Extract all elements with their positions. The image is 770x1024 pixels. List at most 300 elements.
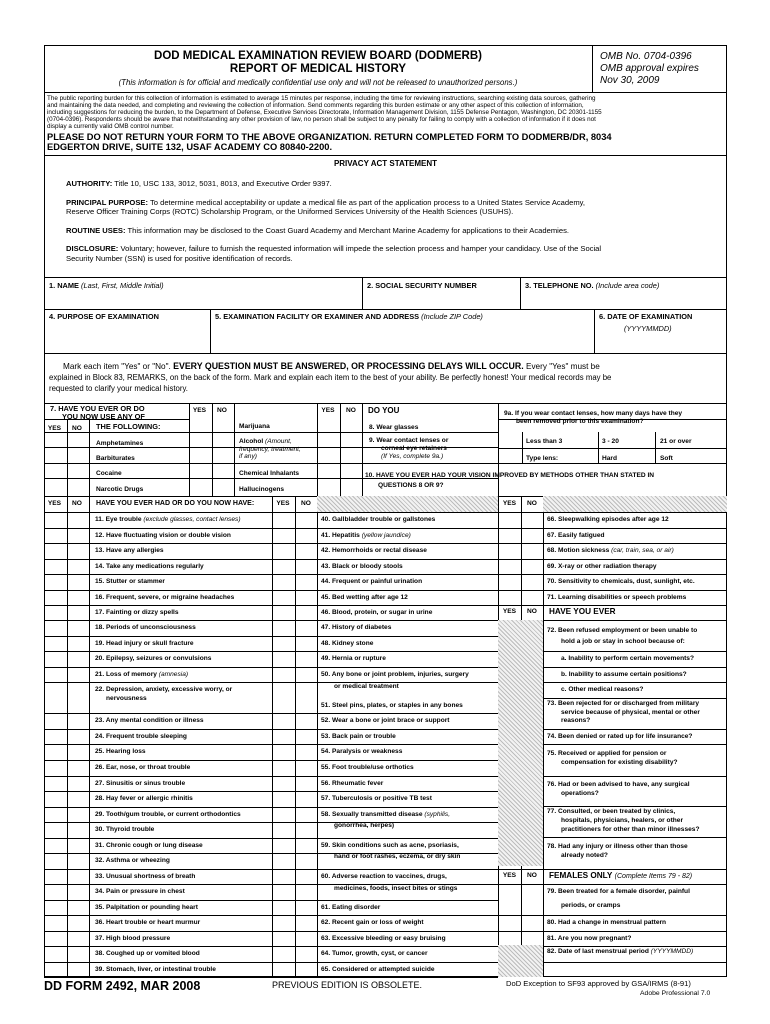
question-note: (YYYYMMDD) — [650, 948, 694, 955]
q-col1-item — [95, 935, 170, 943]
q-col1-item — [95, 578, 165, 586]
grid-line — [44, 447, 498, 448]
question-text: 70. Sensitivity to chemicals, dust, sunlight, etc. — [547, 578, 695, 585]
q-col2-item — [321, 764, 414, 772]
grid-line — [44, 713, 498, 714]
q-col1-item — [95, 888, 185, 896]
divider — [44, 353, 727, 354]
grid-line — [498, 559, 727, 560]
yes-header: YES — [192, 407, 207, 414]
q-col1-item — [95, 686, 232, 694]
question-text: periods, or cramps — [561, 902, 621, 909]
question-text: 64. Tumor, growth, cyst, or cancer — [321, 950, 428, 957]
burden-line: and maintaining the data needed, and completing and reviewing the collection of information. Send comments regarding this burden estimate or any other aspect of this collection of information, — [47, 102, 584, 109]
q-col3-item — [547, 888, 690, 896]
grid-line — [44, 900, 498, 901]
question-text: 68. Motion sickness — [547, 547, 610, 554]
burden-line: (0704-0396). Respondents should be aware that notwithstanding any other provision of law, no person shall be subject to any penalty for failing to comply with a collection of information if it does not — [47, 116, 596, 123]
disclosure-text: Security Number (SSN) is used for positive identification of records. — [66, 253, 293, 263]
grid-line — [44, 729, 498, 730]
q-col1-item — [95, 919, 200, 927]
question-text: 19. Head injury or skull fracture — [95, 640, 194, 647]
facility-field[interactable] — [210, 309, 594, 353]
q-col3-item — [547, 808, 675, 816]
purpose-text: To determine medical acceptability or update a medical file as part of the application process to a United States Service Academy, — [149, 197, 586, 207]
question-text: 12. Have fluctuating vision or double vision — [95, 532, 231, 539]
grid-line — [317, 403, 318, 496]
no-header: NO — [346, 407, 356, 414]
omb-expires: OMB approval expires — [600, 63, 699, 74]
question-text: or medical treatment — [334, 683, 399, 690]
question-text: 40. Gallbladder trouble or gallstones — [321, 516, 436, 523]
question-text: 63. Excessive bleeding or easy bruising — [321, 935, 446, 942]
privacy-title: PRIVACY ACT STATEMENT — [333, 159, 438, 168]
q-col3-item — [547, 594, 686, 602]
question-text: 14. Take any medications regularly — [95, 563, 204, 570]
q-col1-item — [95, 966, 216, 974]
q-col3-item — [561, 790, 599, 798]
authority-label: AUTHORITY: — [66, 179, 113, 188]
confidential-notice: (This information is for official and medically confidential use only and will not be released to unauthorized persons.) — [118, 78, 518, 87]
q9-line: (If Yes, complete 9a.) — [381, 453, 444, 460]
question-text: hold a job or stay in school because of: — [561, 638, 685, 645]
question-text: 23. Any mental condition or illness — [95, 717, 204, 724]
q-col2-item — [321, 873, 447, 881]
question-text: 69. X-ray or other radiation therapy — [547, 563, 657, 570]
question-text: 80. Had a change in menstrual pattern — [547, 919, 667, 926]
alcohol-hint: if any) — [239, 453, 257, 460]
exam-date-hint: (YYYYMMDD) — [624, 323, 672, 333]
q9-contact-lenses — [369, 437, 448, 461]
question-text: 22. Depression, anxiety, excessive worry, or — [95, 686, 233, 693]
q-col2-item — [334, 885, 457, 893]
grid-line — [498, 463, 727, 464]
return-line: PLEASE DO NOT RETURN YOUR FORM TO THE ABOVE ORGANIZATION. RETURN COMPLETED FORM TO DODMERB/DR, 8034 — [47, 132, 612, 142]
q-col2-item — [321, 780, 383, 788]
grid-line — [44, 574, 498, 575]
question-note: (car, train, sea, or air) — [611, 547, 674, 554]
grid-line — [67, 496, 68, 977]
q-col2-item — [321, 919, 424, 927]
question-text: 33. Unusual shortness of breath — [95, 873, 196, 880]
grid-line — [44, 620, 498, 621]
name-label: 1. NAME — [49, 281, 79, 290]
q-col2-item — [321, 811, 450, 819]
alcohol-hint: (Amount, — [265, 438, 292, 445]
question-text: 79. Been treated for a female disorder, painful — [547, 888, 690, 895]
question-note: (syphilis, — [424, 811, 451, 818]
grid-line — [522, 432, 523, 463]
grid-line — [44, 478, 498, 479]
return-line: EDGERTON DRIVE, SUITE 132, USAF ACADEMY CO 80840-2200. — [47, 142, 333, 152]
q-col1-item — [95, 609, 179, 617]
q9-line: corneal eye retainers — [381, 445, 447, 452]
burden-statement — [47, 95, 725, 130]
question-text: 46. Blood, protein, or sugar in urine — [321, 609, 433, 616]
q-col3-item — [547, 750, 666, 758]
q-col1-item — [95, 748, 146, 756]
no-header: NO — [72, 425, 82, 432]
q7-line: THE FOLLOWING: — [96, 422, 161, 431]
grid-line — [44, 667, 498, 668]
no-header: NO — [527, 500, 537, 507]
grid-line — [212, 403, 213, 496]
exam-date-label: 6. DATE OF EXAMINATION — [599, 312, 693, 321]
q9a-type-lens: Type lens: — [526, 455, 559, 462]
question-text: nervousness — [106, 695, 147, 702]
grid-line — [44, 590, 498, 591]
alcohol-label: Alcohol — [239, 438, 264, 445]
grid-line — [498, 574, 727, 575]
q-col2-item — [321, 516, 435, 524]
question-text: 50. Any bone or joint problem, injuries, surgery — [321, 671, 469, 678]
grid-line — [89, 419, 90, 496]
q-col1-item — [95, 733, 187, 741]
divider — [44, 403, 727, 404]
question-text: 43. Black or bloody stools — [321, 563, 403, 570]
grid-line — [44, 838, 498, 839]
form-title — [44, 50, 592, 76]
q-col2-item — [321, 655, 386, 663]
yes-header: YES — [321, 407, 335, 414]
question-text: 55. Foot trouble/use orthotics — [321, 764, 414, 771]
question-note: (yellow jaundice) — [361, 532, 411, 539]
q-col1-item — [95, 671, 188, 679]
q9a-hard[interactable]: Hard — [602, 455, 618, 462]
question-text: 41. Hepatitis — [321, 532, 360, 539]
grid-line — [44, 977, 498, 978]
grid-line — [44, 636, 498, 637]
question-text: 74. Been denied or rated up for life insurance? — [547, 733, 693, 740]
exam-date-field[interactable] — [594, 309, 727, 353]
grid-line — [498, 590, 727, 591]
grid-line — [44, 760, 498, 761]
q-col3-item — [561, 817, 683, 825]
question-text: 49. Hernia or rupture — [321, 655, 386, 662]
purpose-text: Reserve Officer Training Corps (ROTC) Scholarship Program, or the Uniformed Services University of the Health Sciences (USUHS). — [66, 207, 514, 216]
grid-line — [44, 419, 190, 420]
question-text: 34. Pain or pressure in chest — [95, 888, 185, 895]
routine-uses — [66, 226, 601, 236]
q-col2-item — [321, 563, 403, 571]
q-col3-item — [547, 948, 693, 956]
gsa-exception: DoD Exception to SF93 approved by GSA/IRMS (8-91) — [506, 979, 691, 988]
q-col1-item — [95, 780, 185, 788]
q-col3-item — [561, 717, 590, 725]
q-col1-item — [95, 640, 194, 648]
q-col3-item — [561, 902, 620, 910]
routine-label: ROUTINE USES: — [66, 225, 126, 235]
question-text: medicines, foods, insect bites or stings — [334, 885, 458, 892]
question-text: c. Other medical reasons? — [561, 686, 644, 693]
grid-line — [498, 605, 727, 606]
telephone-hint: (Include area code) — [595, 281, 660, 290]
question-text: 58. Sexually transmitted disease — [321, 811, 423, 818]
q10-line: QUESTIONS 8 OR 9? — [378, 482, 444, 489]
q-col2-item — [321, 795, 432, 803]
grid-line — [44, 512, 498, 513]
grid-line — [44, 931, 498, 932]
grid-line — [44, 946, 498, 947]
grid-line — [498, 915, 727, 916]
question-text: 20. Epilepsy, seizures or convulsions — [95, 655, 212, 662]
q-col2-item — [321, 748, 402, 756]
do-you-heading: DO YOU — [368, 406, 400, 415]
omb-box — [600, 51, 699, 87]
question-text: 81. Are you now pregnant? — [547, 935, 632, 942]
q10-vision — [365, 471, 654, 491]
q-col2-item — [321, 640, 373, 648]
q-col1-item — [95, 795, 193, 803]
q-col2-item — [334, 822, 394, 830]
q-col1-item — [95, 624, 196, 632]
q-col3-item — [547, 781, 690, 789]
disclosure-label: DISCLOSURE: — [66, 244, 119, 253]
ssn-label: 2. SOCIAL SECURITY NUMBER — [367, 281, 477, 290]
obsolete-notice: PREVIOUS EDITION IS OBSOLETE. — [272, 980, 423, 990]
q-col1-item — [95, 532, 231, 540]
grid-line — [317, 496, 318, 977]
grid-line — [543, 496, 544, 977]
grid-line — [89, 496, 90, 977]
grid-line — [44, 869, 498, 870]
question-text: 66. Sleepwalking episodes after age 12 — [547, 516, 669, 523]
q-col3-item — [547, 563, 657, 571]
q9a-contact-days — [504, 410, 682, 426]
instructions-line: explained in Block 83, REMARKS, on the back of the form. Mark and explain each item to the best of your ability. Be perfectly honest! Your medical records may be — [49, 373, 612, 382]
telephone-field[interactable] — [520, 277, 727, 309]
grid-line — [498, 869, 727, 870]
question-text: 48. Kidney stone — [321, 640, 374, 647]
title-line-1: DOD MEDICAL EXAMINATION REVIEW BOARD (DODMERB) — [154, 50, 482, 62]
grid-line — [295, 496, 296, 977]
q7-barbiturates: Barbiturates — [96, 455, 135, 462]
question-text: 32. Asthma or wheezing — [95, 857, 170, 864]
q-col1-item — [95, 950, 200, 958]
q-col3-item — [547, 843, 688, 851]
question-text: 18. Periods of unconsciousness — [95, 624, 196, 631]
question-text: 75. Received or applied for pension or — [547, 750, 667, 757]
q-col3-item — [547, 935, 631, 943]
q-col3-item — [547, 532, 605, 540]
have-you-ever-heading: HAVE YOU EVER HAD OR DO YOU NOW HAVE: — [96, 500, 255, 507]
q-col1-item — [95, 547, 164, 555]
disclosure — [66, 244, 601, 254]
q7-alcohol — [239, 438, 301, 461]
instructions — [49, 361, 723, 394]
facility-label: 5. EXAMINATION FACILITY OR EXAMINER AND ADDRESS — [215, 312, 420, 321]
no-header: NO — [72, 500, 82, 507]
q-col3-item — [561, 759, 678, 767]
question-text: 56. Rheumatic fever — [321, 780, 384, 787]
question-text: hospitals, physicians, healers, or other — [561, 817, 684, 824]
name-field[interactable] — [44, 277, 362, 309]
grid-line — [44, 744, 498, 745]
question-text: 44. Frequent or painful urination — [321, 578, 423, 585]
question-text: 82. Date of last menstrual period — [547, 948, 649, 955]
q9a-soft[interactable]: Soft — [660, 455, 673, 462]
divider — [44, 155, 727, 156]
females-only-section — [549, 871, 692, 881]
question-text: 73. Been rejected for or discharged from military — [547, 700, 700, 707]
q-col1-item — [95, 655, 211, 663]
grid-line — [44, 807, 498, 808]
question-text: service because of physical, mental or other — [561, 709, 700, 716]
q-col2-item — [321, 594, 408, 602]
instructions-line — [49, 361, 723, 372]
shaded-area — [498, 945, 543, 977]
purpose-field[interactable] — [44, 309, 210, 353]
question-text: 77. Consulted, or been treated by clinics, — [547, 808, 676, 815]
q-col3-item — [561, 709, 700, 717]
q-col2-item — [321, 842, 459, 850]
q-col3-item — [547, 516, 669, 524]
q-col2-item — [334, 683, 399, 691]
question-text: 78. Had any injury or illness other than those — [547, 843, 688, 850]
grid-line — [498, 512, 727, 513]
grid-line — [189, 403, 190, 496]
authority — [66, 179, 601, 189]
disclosure-text: Voluntary; however, failure to furnish the requested information will impede the selection process and hamper your candidacy. Use of the Social — [120, 244, 602, 253]
grid-line — [44, 651, 498, 652]
question-text: already noted? — [561, 852, 608, 859]
question-text: operations? — [561, 790, 599, 797]
question-text: 72. Been refused employment or been unable to — [547, 627, 698, 634]
q-col3-item — [561, 638, 685, 646]
alcohol-hint: frequency, treatment, — [239, 445, 301, 453]
q-col2-item — [321, 578, 422, 586]
facility-hint: (Include ZIP Code) — [421, 312, 483, 321]
q-col1-item — [95, 764, 190, 772]
grid-line — [44, 791, 498, 792]
shaded-area — [317, 496, 498, 512]
question-text: 53. Back pain or trouble — [321, 733, 396, 740]
grid-line — [498, 403, 499, 496]
return-instructions — [47, 132, 612, 152]
question-text: 42. Hemorrhoids or rectal disease — [321, 547, 427, 554]
instructions-emphasis: EVERY QUESTION MUST BE ANSWERED, OR PROCESSING DELAYS WILL OCCUR. — [173, 361, 524, 371]
grid-line — [44, 822, 498, 823]
q-col2-item — [321, 547, 427, 555]
no-header: NO — [217, 407, 227, 414]
authority-text: Title 10, USC 133, 3012, 5031, 8013, and Executive Order 9397. — [114, 179, 332, 188]
burden-line: including suggestions for reducing the burden, to the Department of Defense, Executive Services Directorate, Information Management Division, 1155 Defense Pentagon, Washington, DC 20301-1155 — [47, 109, 602, 116]
grid-line — [44, 915, 498, 916]
question-text: 37. High blood pressure — [95, 935, 171, 942]
no-header: NO — [527, 872, 537, 879]
grid-line — [598, 432, 599, 463]
q-col2-item — [321, 950, 428, 958]
question-text: 54. Paralysis or weakness — [321, 748, 403, 755]
females-note: (Complete Items 79 - 82) — [614, 873, 693, 880]
q-col3-item — [561, 671, 687, 679]
q10-line: 10. HAVE YOU EVER HAD YOUR VISION IMPROVED BY METHODS OTHER THAN STATED IN — [365, 472, 655, 479]
privacy-statement — [66, 179, 601, 263]
question-text: 59. Skin conditions such as acne, psoriasis, — [321, 842, 459, 849]
q7-marijuana: Marijuana — [239, 423, 270, 430]
grid-line — [498, 543, 727, 544]
question-text: 36. Heart trouble or heart murmur — [95, 919, 201, 926]
q-col3-item — [547, 627, 697, 635]
ssn-field[interactable] — [362, 277, 520, 309]
grid-line — [498, 448, 727, 449]
q-col2-item — [321, 609, 432, 617]
divider — [44, 92, 727, 93]
grid-line — [44, 543, 498, 544]
q-col2-item — [321, 671, 469, 679]
software-note: Adobe Professional 7.0 — [640, 990, 711, 997]
q-col1-item — [95, 811, 241, 819]
question-text: 76. Had or been advised to have, any surgical — [547, 781, 690, 788]
grid-line — [44, 605, 498, 606]
grid-line — [498, 528, 727, 529]
question-text: 31. Chronic cough or lung disease — [95, 842, 203, 849]
question-text: practitioners for other than minor illnesses? — [561, 826, 700, 833]
question-text: 67. Easily fatigued — [547, 532, 605, 539]
no-header: NO — [301, 500, 311, 507]
q-col1-item — [95, 857, 170, 865]
question-text: b. Inability to assume certain positions? — [561, 671, 687, 678]
yes-header: YES — [502, 500, 517, 507]
q-col1-item — [106, 695, 147, 703]
question-text: 65. Considered or attempted suicide — [321, 966, 435, 973]
omb-number: OMB No. 0704-0396 — [600, 51, 692, 62]
q-col3-item — [547, 919, 666, 927]
question-text: 27. Sinusitis or sinus trouble — [95, 780, 186, 787]
q-col2-item — [321, 935, 446, 943]
q7-line: YOU NOW USE ANY OF — [62, 412, 145, 421]
q-col2-item — [321, 733, 396, 741]
omb-date: Nov 30, 2009 — [600, 75, 660, 86]
q9a-less-than-3[interactable]: Less than 3 — [526, 438, 563, 445]
grid-line — [44, 962, 498, 963]
q-col1-item — [95, 873, 195, 881]
yes-header: YES — [47, 425, 62, 432]
q9-line: 9. Wear contact lenses or — [369, 437, 449, 444]
question-text: reasons? — [561, 717, 591, 724]
grid-line — [362, 403, 363, 496]
q-col1-item — [95, 904, 198, 912]
q9a-21-or-over[interactable]: 21 or over — [660, 438, 692, 445]
q7-cocaine: Cocaine — [96, 470, 122, 477]
question-text: 60. Adverse reaction to vaccines, drugs, — [321, 873, 447, 880]
grid-line — [44, 776, 498, 777]
q-col3-item — [547, 733, 692, 741]
q-col3-item — [547, 578, 695, 586]
q7-amphetamines: Amphetamines — [96, 440, 144, 447]
question-text: 39. Stomach, liver, or intestinal trouble — [95, 966, 216, 973]
question-text: 45. Bed wetting after age 12 — [321, 594, 408, 601]
grid-line — [498, 419, 727, 420]
grid-line — [44, 682, 498, 683]
question-text: 13. Have any allergies — [95, 547, 164, 554]
name-hint: (Last, First, Middle Initial) — [81, 281, 164, 290]
instructions-text: Mark each item "Yes" or "No". — [63, 362, 171, 371]
question-text: compensation for existing disability? — [561, 759, 678, 766]
have-you-ever-section: HAVE YOU EVER — [549, 607, 616, 616]
grid-line — [272, 496, 273, 977]
q-col1-item — [95, 563, 204, 571]
q9a-3-to-20[interactable]: 3 - 20 — [602, 438, 619, 445]
question-text: 52. Wear a bone or joint brace or support — [321, 717, 450, 724]
question-text: 25. Hearing loss — [95, 748, 146, 755]
q-col3-item — [547, 700, 699, 708]
q-col2-item — [321, 717, 449, 725]
telephone-label: 3. TELEPHONE NO. — [525, 281, 594, 290]
question-text: 17. Fainting or dizzy spells — [95, 609, 179, 616]
q-col2-item — [321, 702, 463, 710]
purpose-label: PRINCIPAL PURPOSE: — [66, 197, 148, 207]
